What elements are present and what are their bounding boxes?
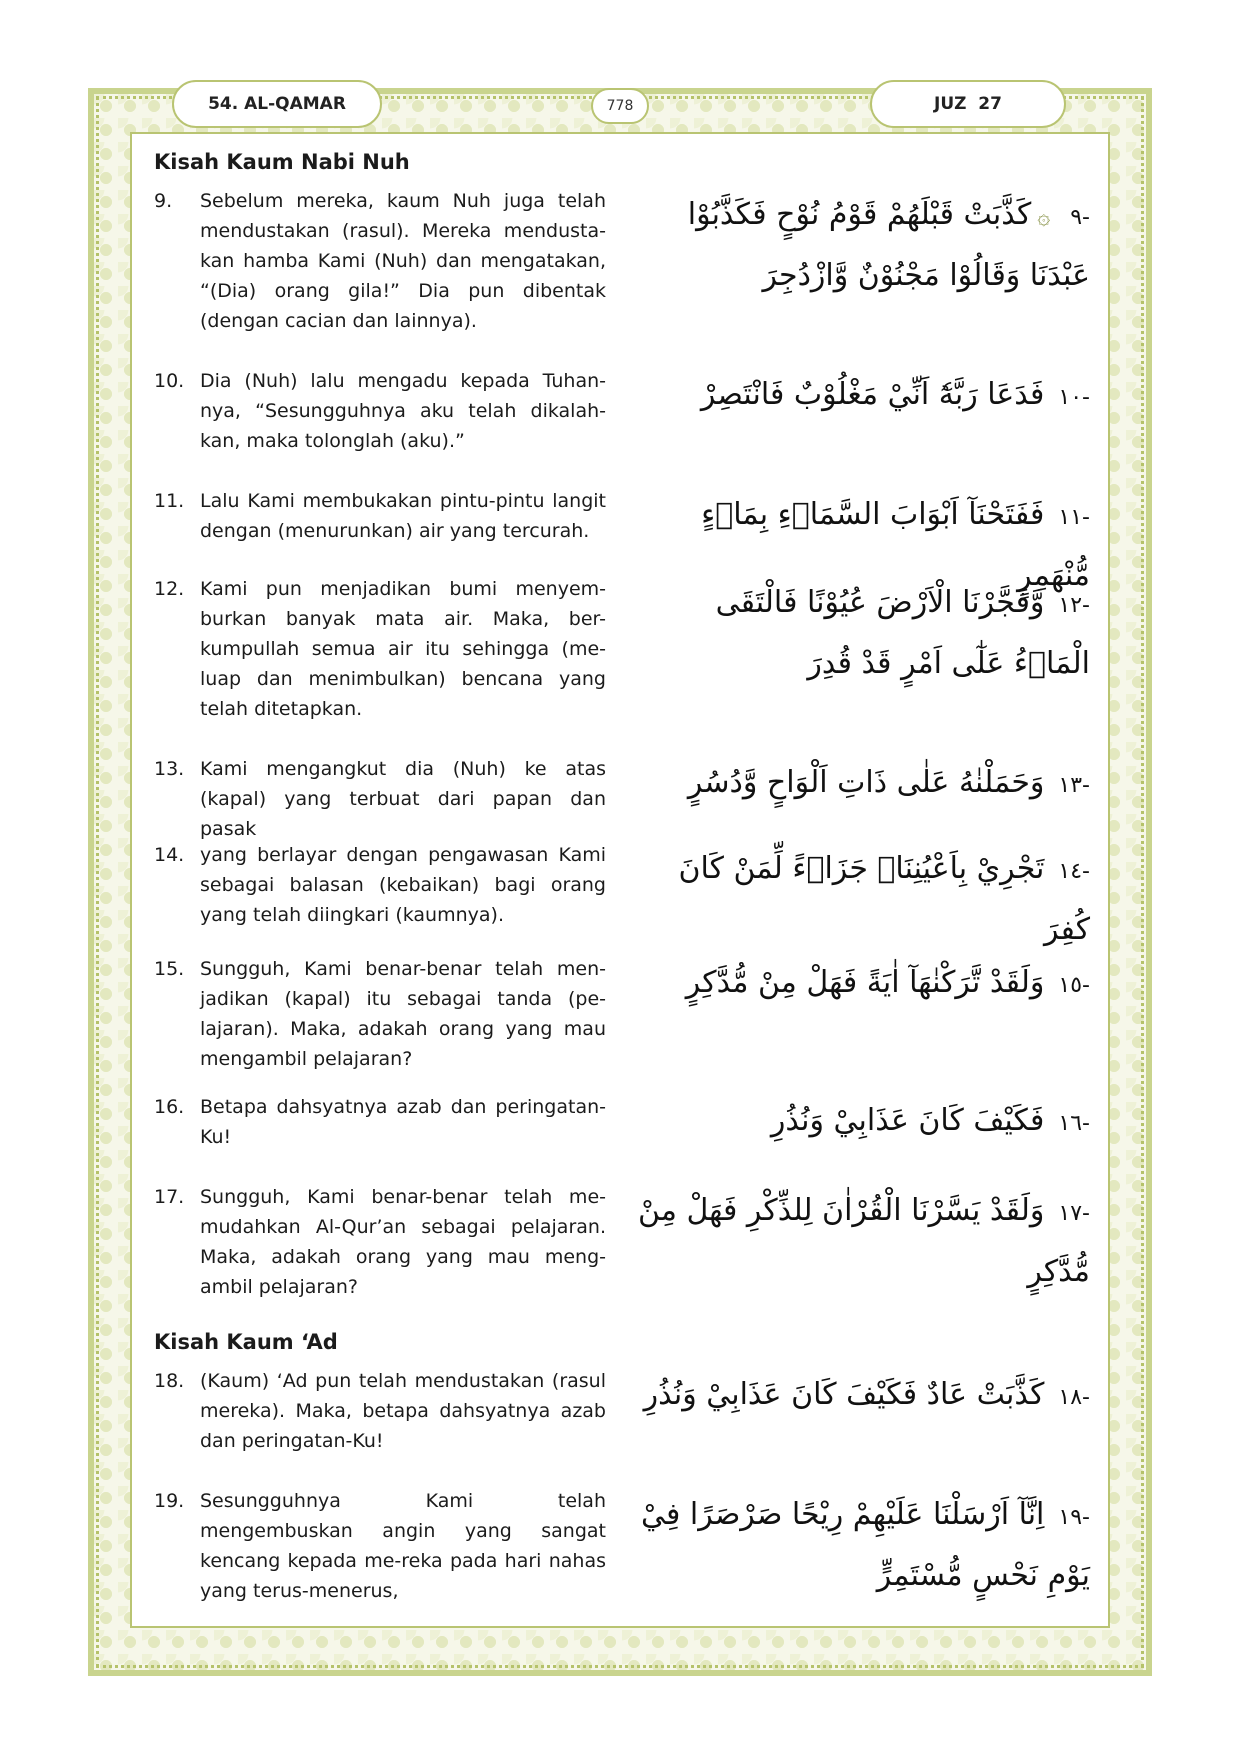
verse-translation <box>154 840 606 930</box>
translation-text: Sungguh, Kami benar-benar telah men-jadikan (kapal) itu sebagai tanda (pe-lajaran). Maka, adakah orang yang mau mengambil pelajaran? <box>200 958 606 1070</box>
translation-text: Lalu Kami membukakan pintu-pintu langit dengan (menurunkan) air yang tercurah. <box>200 490 606 542</box>
translation-text: Kami mengangkut dia (Nuh) ke atas (kapal) yang terbuat dari papan dan pasak <box>200 758 606 840</box>
verse-number: 15. <box>154 958 185 980</box>
arabic-verse-number: -١٧ <box>1058 1201 1090 1226</box>
arabic-verse <box>630 754 1090 815</box>
translation-text: Betapa dahsyatnya azab dan peringatan-Ku! <box>200 1096 606 1148</box>
arabic-verse-number: -٩ <box>1070 205 1090 230</box>
arabic-text: وَحَمَلْنٰهُ عَلٰى ذَاتِ اَلْوَاحٍ وَّدُسُرٍ <box>687 765 1045 800</box>
translation-text: Sesungguhnya Kami telah mengembuskan angin yang sangat kencang kepada me-reka pada hari nahas yang terus-menerus, <box>200 1490 606 1602</box>
arabic-verse-number: -١٦ <box>1058 1111 1090 1136</box>
arabic-text: وَلَقَدْ تَّرَكْنٰهَآ اٰيَةً فَهَلْ مِنْ مُّدَّكِرٍ <box>685 965 1045 1000</box>
arabic-verse <box>630 1486 1090 1605</box>
translation-text: Sungguh, Kami benar-benar telah me-mudahkan Al-Qur’an sebagai pelajaran. Maka, adakah orang yang mau meng-ambil pelajaran? <box>200 1186 606 1298</box>
arabic-verse-number: -١٤ <box>1058 859 1090 884</box>
verse-translation <box>154 186 606 336</box>
verse-number: 9. <box>154 190 173 212</box>
arabic-verse <box>630 1182 1090 1301</box>
juz-label: JUZ 27 <box>934 94 1002 114</box>
verse-number: 19. <box>154 1490 185 1512</box>
translation-text: yang berlayar dengan pengawasan Kami sebagai balasan (kebaikan) bagi orang yang telah diingkari (kaumnya). <box>200 844 606 926</box>
translation-text: Sebelum mereka, kaum Nuh juga telah mendustakan (rasul). Mereka mendusta-kan hamba Kami (Nuh) dan mengatakan, “(Dia) orang gila!” Dia pun dibentak (dengan cacian dan lainnya). <box>200 190 606 332</box>
verse-number: 12. <box>154 578 185 600</box>
arabic-text: فَكَيْفَ كَانَ عَذَابِيْ وَنُذُرِ <box>770 1103 1045 1138</box>
verse-number: 13. <box>154 758 185 780</box>
arabic-verse <box>630 840 1090 959</box>
surah-name-badge <box>172 80 382 128</box>
verse-number: 18. <box>154 1370 185 1392</box>
arabic-verse-number: -١٣ <box>1058 773 1090 798</box>
translation-text: (Kaum) ‘Ad pun telah mendustakan (rasul mereka). Maka, betapa dahsyatnya azab dan peringatan-Ku! <box>200 1370 606 1452</box>
verse-translation <box>154 954 606 1074</box>
verse-translation <box>154 574 606 724</box>
arabic-verse <box>630 1092 1090 1153</box>
arabic-verse-number: -١٠ <box>1058 385 1090 410</box>
verse-translation <box>154 754 606 844</box>
arabic-verse-number: -١٢ <box>1058 593 1090 618</box>
verse-number: 16. <box>154 1096 185 1118</box>
arabic-verse-number: -١٩ <box>1058 1505 1090 1530</box>
verse-translation <box>154 1182 606 1302</box>
translation-text: Kami pun menjadikan bumi menyem-burkan banyak mata air. Maka, ber-kumpullah semua air itu sehingga (me-luap dan menimbulkan) bencana yang telah ditetapkan. <box>200 578 606 720</box>
verse-number: 14. <box>154 844 185 866</box>
page-number: 778 <box>606 98 634 114</box>
arabic-text: اِنَّآ اَرْسَلْنَا عَلَيْهِمْ رِيْحًا صَرْصَرًا فِيْ يَوْمِ نَحْسٍ مُّسْتَمِرٍّ <box>641 1497 1090 1593</box>
verse-translation <box>154 486 606 546</box>
arabic-verse-number: -١٥ <box>1058 973 1090 998</box>
arabic-verse <box>630 366 1090 427</box>
section-heading: Kisah Kaum Nabi Nuh <box>154 150 410 174</box>
arabic-text: تَجْرِيْ بِاَعْيُنِنَاۚ جَزَاۤءً لِّمَنْ كَانَ كُفِرَ <box>678 851 1090 947</box>
translation-text: Dia (Nuh) lalu mengadu kepada Tuhan-nya, “Sesungguhnya aku telah dikalah-kan, maka tolonglah (aku).” <box>200 370 606 452</box>
arabic-verse <box>630 954 1090 1015</box>
verse-number: 17. <box>154 1186 185 1208</box>
arabic-text: كَذَّبَتْ عَادٌ فَكَيْفَ كَانَ عَذَابِيْ وَنُذُرِ <box>643 1377 1045 1412</box>
juz-badge <box>870 80 1066 128</box>
verse-translation <box>154 366 606 456</box>
arabic-text: وَلَقَدْ يَسَّرْنَا الْقُرْاٰنَ لِلذِّكْرِ فَهَلْ مِنْ مُّدَّكِرٍ <box>638 1193 1090 1289</box>
verse-translation <box>154 1092 606 1152</box>
arabic-text: كَذَّبَتْ قَبْلَهُمْ قَوْمُ نُوْحٍ فَكَذَّبُوْا عَبْدَنَا وَقَالُوْا مَجْنُوْنٌ وَّازْدُجِرَ <box>687 197 1090 293</box>
surah-name: 54. AL-QAMAR <box>208 94 346 114</box>
page-number-badge <box>591 88 649 124</box>
verse-translation <box>154 1366 606 1456</box>
rub-el-hizb-icon: ۞ <box>1037 205 1051 230</box>
arabic-text: وَّفَجَّرْنَا الْاَرْضَ عُيُوْنًا فَالْتَقَى الْمَاۤءُ عَلٰٓى اَمْرٍ قَدْ قُدِرَ <box>715 585 1090 681</box>
arabic-text: فَفَتَحْنَآ اَبْوَابَ السَّمَاۤءِ بِمَاۤءٍ مُّنْهَمِرٍ <box>701 497 1090 593</box>
arabic-verse <box>630 574 1090 693</box>
arabic-verse <box>630 186 1090 305</box>
verse-translation <box>154 1486 606 1606</box>
verse-number: 11. <box>154 490 185 512</box>
arabic-verse <box>630 1366 1090 1427</box>
verse-number: 10. <box>154 370 185 392</box>
arabic-text: فَدَعَا رَبَّهٗٓ اَنِّيْ مَغْلُوْبٌ فَانْتَصِرْ <box>700 377 1045 412</box>
section-heading: Kisah Kaum ‘Ad <box>154 1330 338 1354</box>
arabic-verse-number: -١١ <box>1058 505 1090 530</box>
arabic-verse-number: -١٨ <box>1058 1385 1090 1410</box>
